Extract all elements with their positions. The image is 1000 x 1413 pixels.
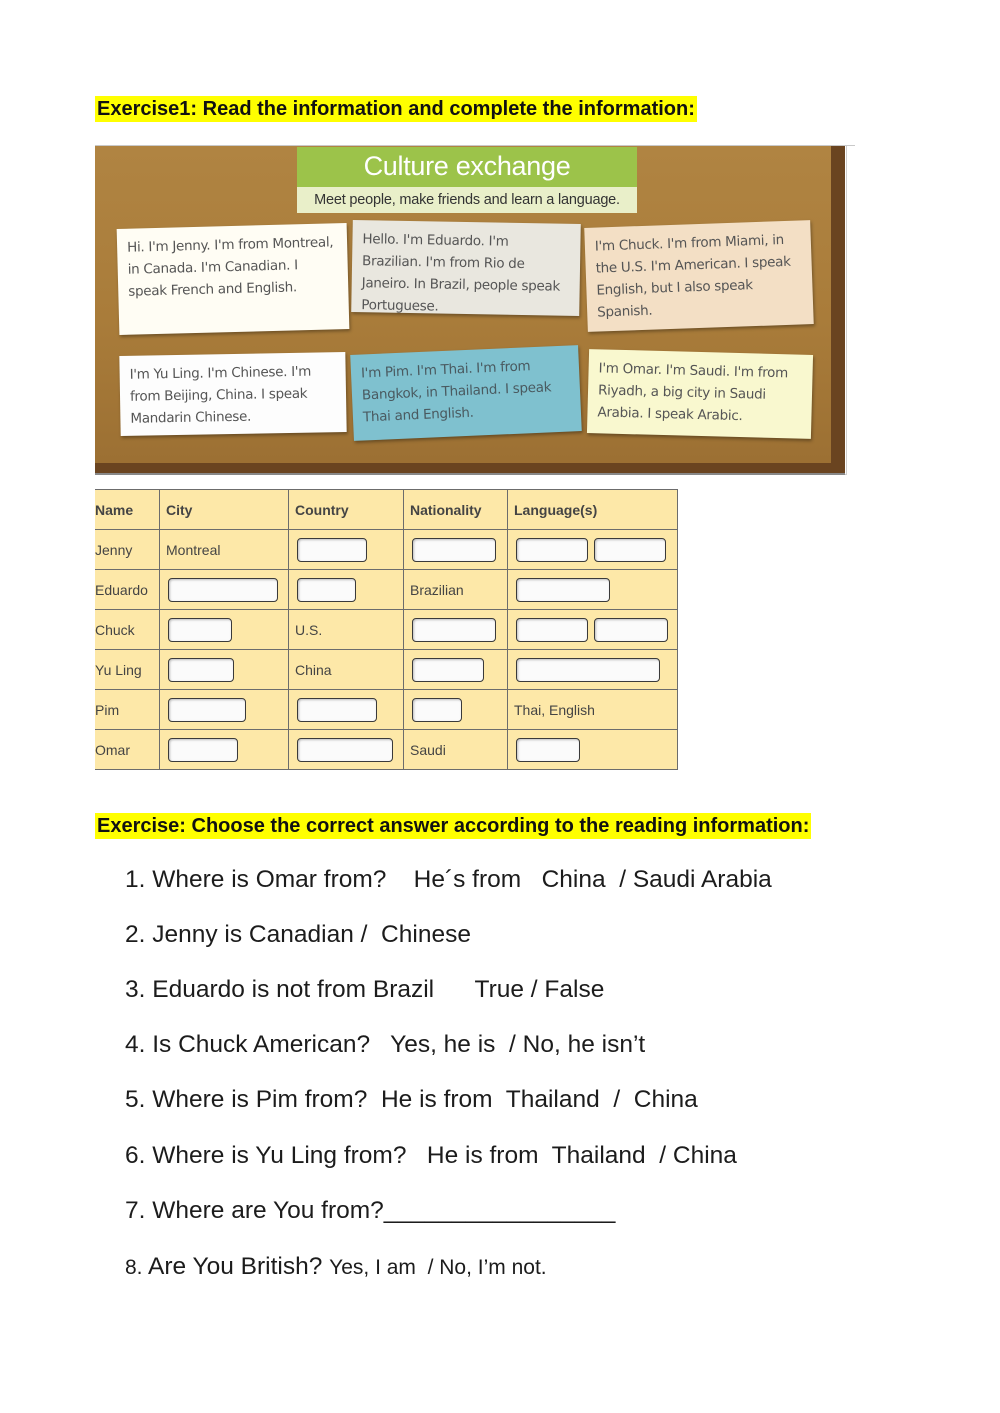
question-answer-options: Yes, I am / No, I’m not.: [329, 1256, 547, 1279]
row-nationality: [404, 690, 508, 730]
board-subtitle: Meet people, make friends and learn a language.: [297, 187, 637, 213]
table-row: [95, 570, 678, 610]
language-answer-box[interactable]: [516, 738, 580, 762]
question-number: 6.: [125, 1142, 146, 1169]
row-name: Pim: [95, 690, 160, 730]
row-country: [289, 570, 404, 610]
row-language: [508, 730, 678, 770]
row-city: [160, 610, 289, 650]
exercise2-heading: Exercise: Choose the correct answer according to the reading information:: [97, 815, 810, 837]
city-answer-box[interactable]: [168, 738, 238, 762]
country-answer-box[interactable]: [297, 698, 377, 722]
row-language: Thai, English: [508, 690, 678, 730]
row-name: Omar: [95, 730, 160, 770]
header-languages: Language(s): [508, 490, 678, 530]
row-nationality: [404, 610, 508, 650]
row-nationality: Saudi: [404, 730, 508, 770]
language-answer-box[interactable]: [516, 618, 588, 642]
row-language: [508, 610, 678, 650]
exercise1-heading: Exercise1: Read the information and complete the information:: [97, 98, 695, 120]
header-city: City: [160, 490, 289, 530]
question-8: [125, 1252, 547, 1283]
table-row: [95, 610, 678, 650]
board-title: Culture exchange: [363, 151, 571, 181]
question-text: Where is Omar from? He´s from China / Saudi Arabia: [152, 866, 772, 893]
table-row: [95, 530, 678, 570]
row-city: Montreal: [160, 530, 289, 570]
note-pim: I'm Pim. I'm Thai. I'm from Bangkok, in Thailand. I speak Thai and English.: [350, 345, 582, 441]
question-number: 1.: [125, 866, 146, 893]
row-nationality: Brazilian: [404, 570, 508, 610]
row-language: [508, 530, 678, 570]
question-number: 3.: [125, 976, 146, 1003]
note-eduardo: Hello. I'm Eduardo. I'm Brazilian. I'm from Rio de Janeiro. In Brazil, people speak Portuguese.: [351, 220, 581, 316]
question-number: 4.: [125, 1031, 146, 1058]
question-text: Where is Pim from? He is from Thailand / China: [152, 1086, 698, 1113]
row-nationality: [404, 650, 508, 690]
table-row: [95, 730, 678, 770]
row-city: [160, 650, 289, 690]
row-country: [289, 730, 404, 770]
question-2: [125, 920, 471, 950]
row-country: China: [289, 650, 404, 690]
question-1: [125, 865, 772, 895]
question-number: 2.: [125, 921, 146, 948]
header-name: Name: [95, 490, 160, 530]
board-banner: [297, 147, 637, 213]
nationality-answer-box[interactable]: [412, 658, 484, 682]
info-table: [95, 489, 678, 770]
note-jenny: Hi. I'm Jenny. I'm from Montreal, in Canada. I'm Canadian. I speak French and English.: [117, 223, 350, 335]
table-row: [95, 650, 678, 690]
question-text: Jenny is Canadian / Chinese: [152, 921, 471, 948]
city-answer-box[interactable]: [168, 698, 246, 722]
row-city: [160, 730, 289, 770]
header-nationality: Nationality: [404, 490, 508, 530]
row-country: [289, 530, 404, 570]
city-answer-box[interactable]: [168, 618, 232, 642]
question-number: 8.: [125, 1256, 143, 1279]
row-language: [508, 570, 678, 610]
city-answer-box[interactable]: [168, 658, 234, 682]
row-city: [160, 690, 289, 730]
question-7: [125, 1196, 615, 1226]
row-nationality: [404, 530, 508, 570]
row-country: [289, 690, 404, 730]
note-omar: I'm Omar. I'm Saudi. I'm from Riyadh, a big city in Saudi Arabia. I speak Arabic.: [587, 349, 813, 439]
row-name: Jenny: [95, 530, 160, 570]
note-yu-ling: I'm Yu Ling. I'm Chinese. I'm from Beijing, China. I speak Mandarin Chinese.: [119, 352, 346, 436]
country-answer-box[interactable]: [297, 738, 393, 762]
row-country: U.S.: [289, 610, 404, 650]
country-answer-box[interactable]: [297, 538, 367, 562]
question-text: Where is Yu Ling from? He is from Thailand / China: [152, 1142, 737, 1169]
table-row: [95, 690, 678, 730]
row-language: [508, 650, 678, 690]
city-answer-box[interactable]: [168, 578, 278, 602]
nationality-answer-box[interactable]: [412, 698, 462, 722]
row-name: Yu Ling: [95, 650, 160, 690]
question-text: Eduardo is not from Brazil True / False: [152, 976, 605, 1003]
question-text: Where are You from?_________________: [152, 1197, 616, 1224]
question-3: [125, 975, 604, 1005]
country-answer-box[interactable]: [297, 578, 356, 602]
language-answer-box-2[interactable]: [594, 618, 668, 642]
question-number: 5.: [125, 1086, 146, 1113]
header-country: Country: [289, 490, 404, 530]
row-name: Eduardo: [95, 570, 160, 610]
nationality-answer-box[interactable]: [412, 618, 496, 642]
question-6: [125, 1141, 737, 1171]
note-chuck: I'm Chuck. I'm from Miami, in the U.S. I'm American. I speak English, but I also speak Spanish.: [584, 220, 813, 332]
language-answer-box[interactable]: [516, 658, 660, 682]
language-answer-box[interactable]: [516, 538, 588, 562]
question-text: Are You British?: [147, 1253, 323, 1280]
language-answer-box-2[interactable]: [594, 538, 666, 562]
row-city: [160, 570, 289, 610]
question-4: [125, 1030, 645, 1060]
question-text: Is Chuck American? Yes, he is / No, he isn’t: [152, 1031, 646, 1058]
board-top-rule: [95, 145, 855, 146]
question-5: [125, 1085, 698, 1115]
table-header-row: [95, 490, 678, 530]
nationality-answer-box[interactable]: [412, 538, 496, 562]
language-answer-box[interactable]: [516, 578, 610, 602]
row-name: Chuck: [95, 610, 160, 650]
question-number: 7.: [125, 1197, 146, 1224]
